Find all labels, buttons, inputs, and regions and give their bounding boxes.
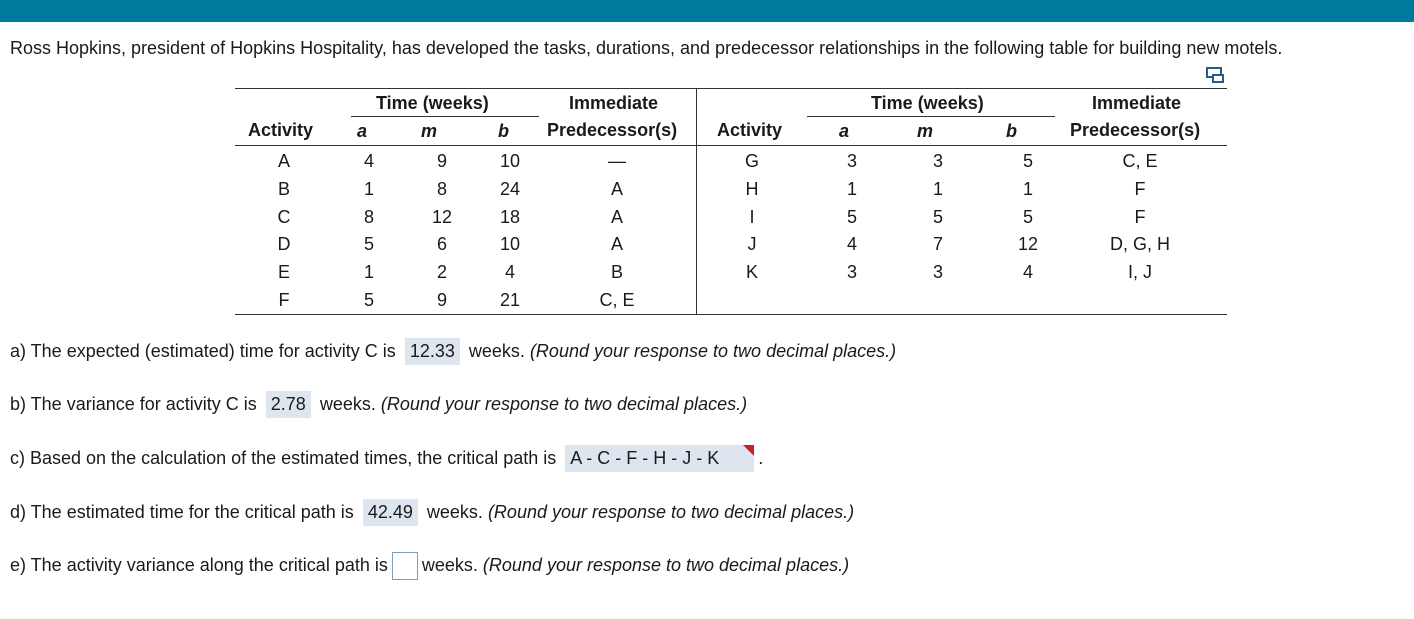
cell-predecessor: C, E bbox=[1122, 151, 1158, 171]
header-time-left: Time (weeks) bbox=[376, 93, 489, 113]
cell-m: 12 bbox=[431, 207, 453, 227]
cell-predecessor: I, J bbox=[1127, 262, 1153, 282]
question-d-answer-field[interactable]: 42.49 bbox=[363, 499, 418, 526]
cell-m: 6 bbox=[436, 234, 448, 254]
header-activity-left: Activity bbox=[248, 120, 314, 140]
header-predecessors-right: Predecessor(s) bbox=[1070, 120, 1201, 140]
cell-m: 1 bbox=[932, 179, 944, 199]
header-activity-right: Activity bbox=[717, 120, 783, 140]
cell-b: 21 bbox=[499, 290, 521, 310]
cell-b: 5 bbox=[1022, 151, 1034, 171]
question-e-answer-input[interactable] bbox=[392, 552, 418, 580]
question-c-text: c) Based on the calculation of the estimated times, the critical path is bbox=[10, 448, 557, 468]
cell-activity: B bbox=[277, 179, 291, 199]
cell-activity: H bbox=[745, 179, 759, 199]
copy-to-clipboard-icon[interactable] bbox=[1206, 67, 1224, 83]
question-a-suffix: weeks. bbox=[468, 341, 525, 361]
cell-m: 2 bbox=[436, 262, 448, 282]
header-a-left: a bbox=[357, 121, 368, 141]
time-group-rule-right bbox=[807, 116, 1055, 117]
question-b-text: b) The variance for activity C is bbox=[10, 394, 257, 414]
cell-a: 4 bbox=[363, 151, 375, 171]
header-b-right: b bbox=[1006, 121, 1017, 141]
header-predecessors-left: Predecessor(s) bbox=[547, 120, 678, 140]
cell-b: 1 bbox=[1022, 179, 1034, 199]
cell-m: 7 bbox=[932, 234, 944, 254]
question-e-suffix: weeks. bbox=[421, 554, 478, 575]
header-m-right: m bbox=[917, 121, 934, 141]
header-time-right: Time (weeks) bbox=[871, 93, 984, 113]
cell-activity: G bbox=[744, 151, 760, 171]
question-b-suffix: weeks. bbox=[319, 394, 376, 414]
cell-b: 5 bbox=[1022, 207, 1034, 227]
cell-activity: C bbox=[277, 207, 291, 227]
cell-predecessor: A bbox=[610, 179, 624, 199]
cell-a: 4 bbox=[846, 234, 858, 254]
cell-activity: J bbox=[747, 234, 757, 254]
cell-a: 5 bbox=[846, 207, 858, 227]
question-b bbox=[10, 391, 747, 418]
cell-b: 12 bbox=[1017, 234, 1039, 254]
cell-a: 3 bbox=[846, 262, 858, 282]
cell-predecessor: C, E bbox=[599, 290, 635, 310]
question-c bbox=[10, 445, 763, 472]
cell-predecessor: F bbox=[1134, 179, 1146, 199]
table-divider bbox=[696, 88, 697, 315]
time-group-rule-left bbox=[351, 116, 539, 117]
table-top-rule bbox=[235, 88, 1227, 89]
cell-activity: K bbox=[745, 262, 759, 282]
cell-b: 4 bbox=[1022, 262, 1034, 282]
question-a-answer-field[interactable]: 12.33 bbox=[405, 338, 460, 365]
cell-predecessor: A bbox=[610, 207, 624, 227]
cell-m: 9 bbox=[436, 151, 448, 171]
header-m-left: m bbox=[421, 121, 438, 141]
question-c-suffix: . bbox=[758, 448, 764, 468]
cell-activity: A bbox=[277, 151, 291, 171]
cell-a: 3 bbox=[846, 151, 858, 171]
header-immediate-right: Immediate bbox=[1092, 93, 1182, 113]
question-a-text: a) The expected (estimated) time for activity C is bbox=[10, 341, 396, 361]
cell-m: 3 bbox=[932, 151, 944, 171]
cell-a: 5 bbox=[363, 290, 375, 310]
cell-activity: I bbox=[749, 207, 755, 227]
cell-predecessor: D, G, H bbox=[1109, 234, 1171, 254]
cell-activity: D bbox=[277, 234, 291, 254]
cell-m: 5 bbox=[932, 207, 944, 227]
question-b-note: (Round your response to two decimal places.) bbox=[380, 394, 748, 414]
question-a bbox=[10, 338, 896, 365]
cell-b: 4 bbox=[504, 262, 516, 282]
cell-a: 5 bbox=[363, 234, 375, 254]
cell-predecessor: A bbox=[610, 234, 624, 254]
cell-a: 8 bbox=[363, 207, 375, 227]
header-b-left: b bbox=[498, 121, 509, 141]
incorrect-flag-icon bbox=[743, 445, 754, 456]
question-d-note: (Round your response to two decimal places.) bbox=[487, 502, 855, 522]
question-d bbox=[10, 499, 854, 526]
cell-b: 10 bbox=[499, 151, 521, 171]
question-d-suffix: weeks. bbox=[426, 502, 483, 522]
problem-statement: Ross Hopkins, president of Hopkins Hospitality, has developed the tasks, durations, and predecessor relationships in the following table for building new motels. bbox=[10, 38, 1283, 58]
cell-m: 3 bbox=[932, 262, 944, 282]
cell-predecessor: F bbox=[1134, 207, 1146, 227]
cell-m: 9 bbox=[436, 290, 448, 310]
question-b-answer-field[interactable]: 2.78 bbox=[266, 391, 311, 418]
table-bottom-rule bbox=[235, 314, 1227, 315]
cell-a: 1 bbox=[846, 179, 858, 199]
cell-predecessor: B bbox=[610, 262, 624, 282]
cell-activity: E bbox=[277, 262, 291, 282]
top-banner bbox=[0, 0, 1414, 22]
cell-b: 18 bbox=[499, 207, 521, 227]
header-a-right: a bbox=[839, 121, 850, 141]
question-e-text: e) The activity variance along the critical path is bbox=[10, 554, 388, 575]
cell-a: 1 bbox=[363, 179, 375, 199]
cell-activity: F bbox=[278, 290, 290, 310]
cell-a: 1 bbox=[363, 262, 375, 282]
critical-path-answer-field[interactable] bbox=[565, 445, 754, 472]
question-d-text: d) The estimated time for the critical path is bbox=[10, 502, 354, 522]
question-a-note: (Round your response to two decimal places.) bbox=[529, 341, 897, 361]
cell-m: 8 bbox=[436, 179, 448, 199]
question-e bbox=[10, 552, 849, 580]
header-immediate-left: Immediate bbox=[569, 93, 659, 113]
activity-table bbox=[235, 88, 1227, 315]
critical-path-value: A - C - F - H - J - K bbox=[570, 448, 720, 468]
cell-predecessor: — bbox=[608, 151, 626, 171]
header-bottom-rule bbox=[235, 145, 1227, 146]
cell-b: 10 bbox=[499, 234, 521, 254]
cell-b: 24 bbox=[499, 179, 521, 199]
question-e-note: (Round your response to two decimal places.) bbox=[482, 554, 850, 575]
